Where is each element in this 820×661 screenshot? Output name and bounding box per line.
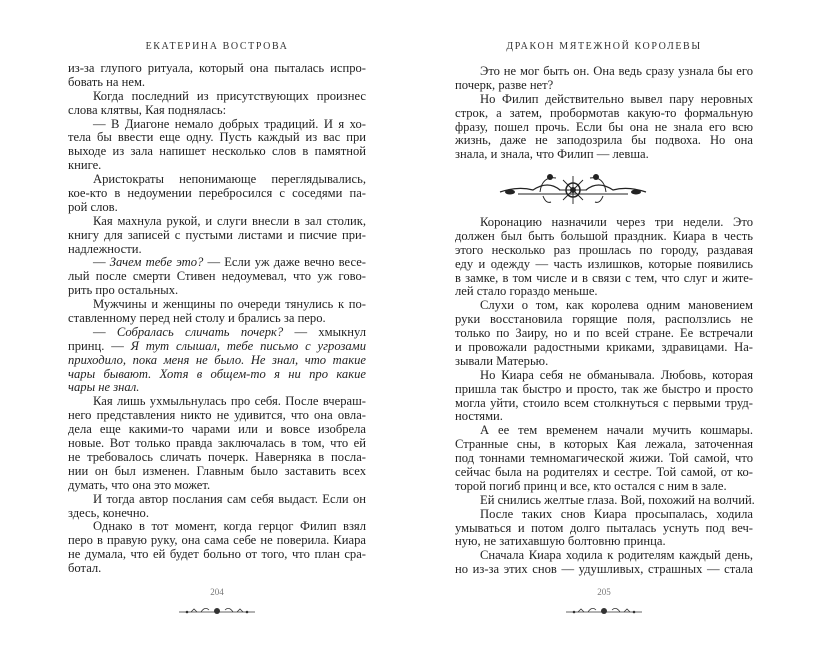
text-line [68,270,366,284]
text-span: Странные сны, в которых Кая лежала, заточенная [455,437,753,452]
text-span: еду и одежду — часть излишков, которые появились [455,256,753,271]
text-span: слова клятвы, Кая поднялась: [68,102,227,117]
text-line [455,466,753,480]
text-line [68,76,366,90]
text-span: Кая махнула рукой, и слуги внесли в зал столик, [93,213,366,228]
footer-ornament-icon [564,605,644,617]
text-line [68,284,366,298]
running-header-title: ДРАКОН МЯТЕЖНОЙ КОРОЛЕВЫ [506,41,702,52]
text-span: книге. [68,158,102,173]
text-span: пришла так быстро и просто, так же быстро и просто [455,381,753,396]
text-line [455,494,753,508]
body-text-section-1 [455,65,753,162]
text-span: — В Диагоне немало добрых традиций. И я хо- [93,116,366,131]
text-span: не требовалось сличать почерк. Наверняка в посла- [68,449,366,464]
paragraph [68,173,366,215]
text-span: ную, не затихавшую болтовню принца. [455,534,666,549]
text-span: только по Заиру, но и по всей стране. Ее встречали [455,326,753,341]
text-line [455,549,753,563]
page-number: 205 [597,587,611,597]
paragraph [455,424,753,493]
paragraph [68,493,366,521]
text-span: умываться и потом долго пыталась уснуть под веч- [455,520,753,535]
text-span: — [93,324,117,339]
text-line [68,201,366,215]
text-line [68,229,366,243]
paragraph [68,62,366,90]
text-span: рить про остальных. [68,283,179,298]
text-line [68,118,366,132]
right-page [410,0,820,661]
text-line [68,326,366,340]
text-line [455,452,753,466]
text-line [455,369,753,383]
text-line [68,298,366,312]
text-line [68,548,366,562]
text-span: строк, а затем, пробормотав какую-то формальную [455,105,753,120]
text-span: могла уйти, стоило всем столкнуться с первыми труд- [455,395,753,410]
text-line [455,327,753,341]
text-span: — [93,255,110,270]
text-span: думать, что она это может. [68,477,211,492]
text-span: перо в правую руку, она сама себе не поверила. Киара [68,533,366,548]
text-line [68,520,366,534]
text-line [455,508,753,522]
text-span: нии он был изменен. Главным было заставить всех [68,463,366,478]
text-line [455,285,753,299]
text-line [68,312,366,326]
text-span: здесь, конечно. [68,505,149,520]
text-span: Слухи о том, как королева одним мановением [480,298,753,313]
paragraph [455,216,753,299]
text-span: ботал. [68,561,102,576]
paragraph [455,549,753,577]
text-line [68,215,366,229]
text-span: Но Киара себя не обманывала. Любовь, которая [480,367,753,382]
text-line [68,493,366,507]
text-line [68,465,366,479]
text-line [68,507,366,521]
text-line [68,368,366,382]
text-span: надлежности. [68,241,142,256]
text-line [68,354,366,368]
paragraph [455,65,753,93]
text-line [68,145,366,159]
body-text [68,62,366,576]
text-span: выходе из зала напишет несколько слов в памятной [68,144,366,159]
text-line [68,256,366,270]
italic-speech: Собралась сличать почерк? [116,324,284,339]
text-line [455,216,753,230]
paragraph [68,298,366,326]
text-line [68,451,366,465]
text-span: рой слов. [68,199,118,214]
text-span: ставленному перед ней столу и брались за перо. [68,311,326,326]
text-span: торой погиб принц и все, кто остался с ним в зале. [455,478,727,493]
text-span: книгу для записей с пустыми листами и писчие при- [68,227,366,242]
text-line [455,535,753,549]
text-line [68,243,366,257]
text-line [68,423,366,437]
text-line [68,173,366,187]
text-line [68,90,366,104]
text-span: Однако в тот момент, когда герцог Филип взял [93,519,366,534]
paragraph [455,299,753,368]
paragraph [455,93,753,162]
text-span: но из-за этих снов — удушливых, страшных — стала [455,562,753,577]
text-line [68,534,366,548]
text-span: и провожали радостными криками, здравицами. На- [455,340,753,355]
text-line [455,424,753,438]
text-span: кое-кто в недоумении перебросился с соседями па- [68,186,366,201]
text-span: Ей снились желтые глаза. Вой, похожий на волчий. [480,492,755,507]
text-line [68,62,366,76]
text-line [455,230,753,244]
paragraph [68,90,366,118]
italic-speech: Зачем тебе это? [109,255,204,270]
text-span: — Если уж даже вечно весе- [203,255,366,270]
text-span: лей стало гораздо меньше. [455,284,598,299]
text-line [455,258,753,272]
paragraph [68,326,366,395]
paragraph [68,215,366,257]
italic-speech: приходило, пока меня не было. Не знал, что такие [68,352,366,367]
text-span: А ее тем временем начали мучить кошмары. [480,423,753,438]
text-span: Это не мог быть он. Она ведь сразу узнала бы его [480,64,753,78]
text-span: Сначала Киара ходила к родителям каждый день, [480,548,753,563]
text-span: зывали Матерью. [455,353,549,368]
paragraph [68,256,366,298]
text-line [455,244,753,258]
text-span: — хмыкнул [283,324,366,339]
text-line [68,340,366,354]
section-divider-ornament-icon [498,172,648,208]
text-line [455,480,753,494]
text-line [68,479,366,493]
text-line [455,272,753,286]
text-line [455,299,753,313]
text-line [455,93,753,107]
text-line [455,397,753,411]
text-span: в замке, в том числе и в связи с тем, что слуг и жите- [455,270,753,285]
text-span: Кая лишь ухмыльнулась про себя. После вчераш- [93,394,366,409]
text-span: После таких снов Киара просыпалась, ходила [480,506,753,521]
footer-ornament-icon [177,605,257,617]
text-span: Но Филип действительно вывел пару неровных [480,91,753,106]
italic-speech: чары не знал. [68,380,140,395]
text-line [68,409,366,423]
text-span: лый после смерти Стивен недоумевал, что уж гово- [68,269,366,284]
text-line [68,131,366,145]
text-span: бовать на нем. [68,74,146,89]
page-number: 204 [210,587,224,597]
text-span: почерк, разве нет? [455,77,554,92]
text-span: И тогда автор послания сам себя выдаст. Если он [93,491,366,506]
text-span: под тоннами темномагической жижи. Той самой, что [455,451,753,466]
text-line [455,313,753,327]
text-line [455,522,753,536]
text-line [68,562,366,576]
text-span: Коронацию назначили через три недели. Это [480,215,753,229]
text-span: Когда последний из присутствующих произнес [93,88,366,103]
text-line [68,381,366,395]
text-line [455,383,753,397]
text-line [68,187,366,201]
text-span: тела бы ввести еще одну. Пусть каждый из вас при [68,130,366,145]
text-line [455,341,753,355]
text-line [455,107,753,121]
paragraph [68,395,366,492]
text-span: Аристократы непонимающе переглядывались, [93,172,366,187]
italic-speech: чары бывают. Хотя в общем-то я ни про какие [68,366,366,381]
text-line [455,65,753,79]
text-line [455,355,753,369]
text-span: принц. — [68,338,131,353]
text-line [455,438,753,452]
text-line [68,159,366,173]
paragraph [455,369,753,425]
text-line [68,395,366,409]
text-span: дела еще какими-то чарами или и вовсе изобрела [68,422,366,437]
text-line [455,79,753,93]
text-span: сейчас была на родителях и сестре. Той самой, от ко- [455,465,753,480]
text-span: жизнь, даже не заподозрила бы подвоха. Но она [455,133,753,148]
text-span: должен был быть большой праздник. Киара в честь [455,228,753,243]
text-span: ностями. [455,409,503,424]
text-span: не думала, что ей будет больно от того, что план сра- [68,547,366,562]
text-span: из-за глупого ритуала, который она пыталась испро- [68,61,366,75]
paragraph [455,494,753,508]
text-line [68,437,366,451]
text-span: новые. Вот только правда заключалась в том, что ей [68,436,366,451]
text-line [455,134,753,148]
running-header-author: ЕКАТЕРИНА ВОСТРОВА [145,41,289,52]
text-line [455,148,753,162]
text-span: знала, и знала, что Филип — левша. [455,147,649,162]
body-text-section-2 [455,216,753,577]
text-span: руки восстановила горящие поля, расползлись не [455,312,753,327]
paragraph [68,520,366,576]
text-line [455,410,753,424]
text-span: фразу, пошел прочь. Если бы она не знала его всю [455,119,753,134]
text-line [68,104,366,118]
text-line [455,121,753,135]
paragraph [68,118,366,174]
text-span: него представления никто не удивится, что она овла- [68,408,366,423]
text-span: этого несколько раз прошлась по городу, раздавая [455,242,753,257]
italic-speech: Я тут слышал, тебе письмо с угрозами [130,338,366,353]
paragraph [455,508,753,550]
text-line [455,563,753,577]
text-span: Мужчины и женщины по очереди тянулись к по- [93,297,366,312]
